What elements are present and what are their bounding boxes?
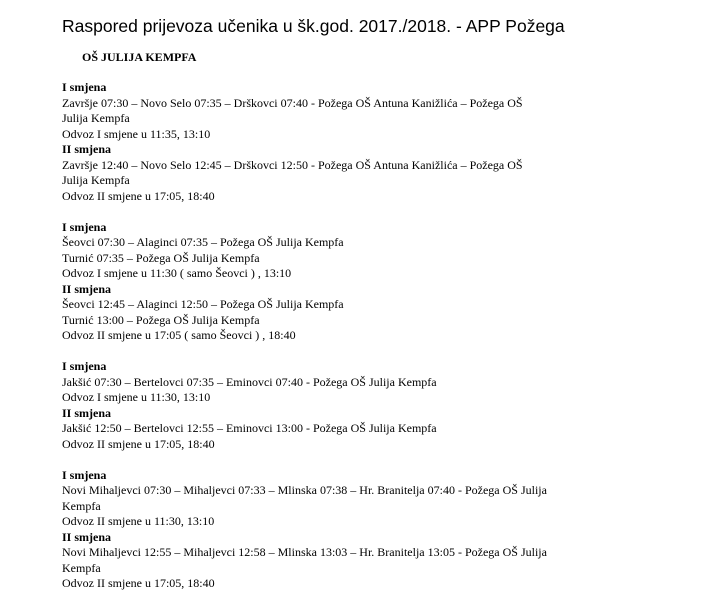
shift-heading: II smjena	[62, 405, 112, 420]
section-gap	[62, 452, 622, 468]
shift-heading: II smjena	[62, 142, 112, 156]
route-line: Odvoz I smjene u 11:30 ( samo Šeovci ) , 13:10	[62, 266, 292, 280]
route-line: Jakšić 07:30 – Bertelovci 07:35 – Eminovci 07:40 - Požega OŠ Julija Kempfa	[62, 374, 437, 389]
route-line: Završje 12:40 – Novo Selo 12:45 – Drškovci 12:50 - Požega OŠ Antuna Kanižlića – Požega OŠ	[62, 157, 523, 172]
shift-heading: II smjena	[62, 281, 112, 296]
shift-heading: I smjena	[62, 359, 107, 373]
route-line: Kempfa	[62, 498, 101, 513]
route-line: Kempfa	[62, 560, 101, 575]
school-name: OŠ JULIJA KEMPFA	[82, 50, 197, 64]
route-line: Odvoz II smjene u 11:30, 13:10	[62, 514, 215, 528]
route-line: Julija Kempfa	[62, 111, 130, 125]
route-line: Odvoz II smjene u 17:05, 18:40	[62, 576, 215, 590]
route-line: Julija Kempfa	[62, 173, 130, 187]
shift-heading: II smjena	[62, 529, 112, 544]
route-line: Turnić 07:35 – Požega OŠ Julija Kempfa	[62, 250, 260, 265]
document-title: Raspored prijevoza učenika u šk.god. 2017./2018. - APP Požega	[62, 16, 565, 36]
route-line: Odvoz II smjene u 17:05, 18:40	[62, 436, 215, 451]
route-line: Jakšić 12:50 – Bertelovci 12:55 – Eminovci 13:00 - Požega OŠ Julija Kempfa	[62, 421, 437, 435]
route-line: Odvoz II smjene u 17:05, 18:40	[62, 188, 215, 203]
route-line: Novi Mihaljevci 07:30 – Mihaljevci 07:33 – Mlinska 07:38 – Hr. Branitelja 07:40 - Požega OŠ Julija	[62, 483, 547, 497]
shift-heading: I smjena	[62, 467, 107, 482]
route-line: Odvoz I smjene u 11:30, 13:10	[62, 390, 211, 404]
route-line: Šeovci 12:45 – Alaginci 12:50 – Požega OŠ Julija Kempfa	[62, 297, 344, 311]
shift-heading: I smjena	[62, 219, 107, 234]
section-gap	[62, 344, 622, 360]
route-line: Turnić 13:00 – Požega OŠ Julija Kempfa	[62, 312, 260, 327]
shift-heading: I smjena	[62, 80, 107, 94]
schedule-lines	[62, 80, 622, 592]
route-line: Odvoz II smjene u 17:05 ( samo Šeovci ) , 18:40	[62, 328, 296, 342]
route-line: Šeovci 07:30 – Alaginci 07:35 – Požega OŠ Julija Kempfa	[62, 235, 344, 249]
route-line: Novi Mihaljevci 12:55 – Mihaljevci 12:58 – Mlinska 13:03 – Hr. Branitelja 13:05 - Požega OŠ Julija	[62, 545, 547, 559]
route-line: Odvoz I smjene u 11:35, 13:10	[62, 126, 211, 141]
route-line: Završje 07:30 – Novo Selo 07:35 – Drškovci 07:40 - Požega OŠ Antuna Kanižlića – Požega OŠ	[62, 95, 523, 110]
section-gap	[62, 204, 622, 220]
